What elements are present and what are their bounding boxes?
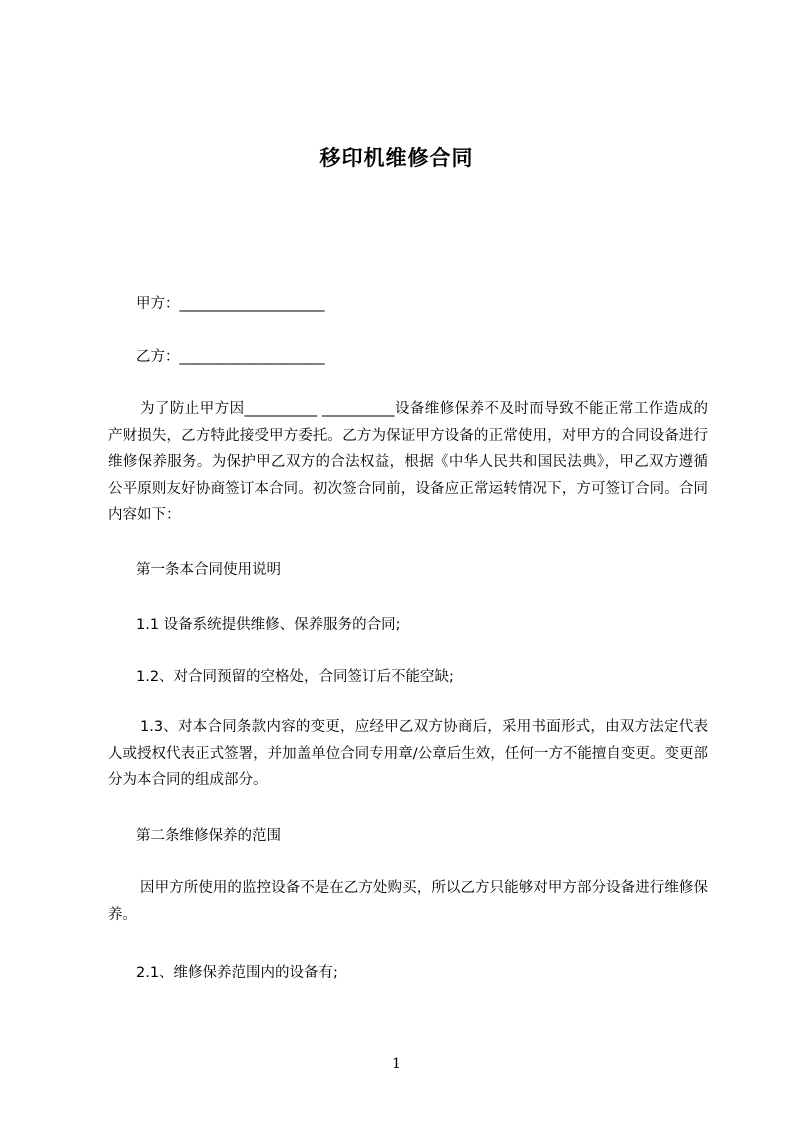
document-title: 移印机维修合同 (319, 146, 474, 170)
article-2-text: 因甲方所使用的监控设备不是在乙方处购买，所以乙方只能够对甲方部分设备进行维修保养。 (108, 880, 708, 923)
page-number: 1 (392, 1056, 401, 1072)
party-b-line: 乙方：____________________ (136, 349, 325, 365)
intro-text: 为了防止甲方因__________ __________设备维修保养不及时而导致不能正常工作造成的产财损失，乙方特此接受甲方委托。乙方为保证甲方设备的正常使用，对甲方的合同设备进行维修保养服务。为保护甲乙双方的合法权益，根据《中华人民共和国民法典》，甲乙双方遵循公平原则友好协商签订本合同。初次签合同前，设备应正常运转情况下，方可签订合同。合同内容如下： (108, 401, 708, 523)
item-2-1: 2.1、维修保养范围内的设备有; (136, 965, 338, 981)
item-1-1: 1.1 设备系统提供维修、保养服务的合同; (136, 617, 401, 633)
item-1-2: 1.2、对合同预留的空格处，合同签订后不能空缺; (136, 669, 454, 685)
article-2-paragraph (108, 875, 708, 928)
article-1-heading: 第一条本合同使用说明 (136, 562, 281, 578)
article-2-heading: 第二条维修保养的范围 (136, 828, 281, 844)
item-1-3-paragraph (108, 714, 708, 794)
intro-paragraph (108, 396, 708, 529)
party-a-line: 甲方：____________________ (136, 296, 325, 312)
item-1-3: 1.3、对本合同条款内容的变更，应经甲乙双方协商后，采用书面形式，由双方法定代表人或授权代表正式签署，并加盖单位合同专用章/公章后生效，任何一方不能擅自变更。变更部分为本合同的组成部分。 (108, 719, 708, 788)
